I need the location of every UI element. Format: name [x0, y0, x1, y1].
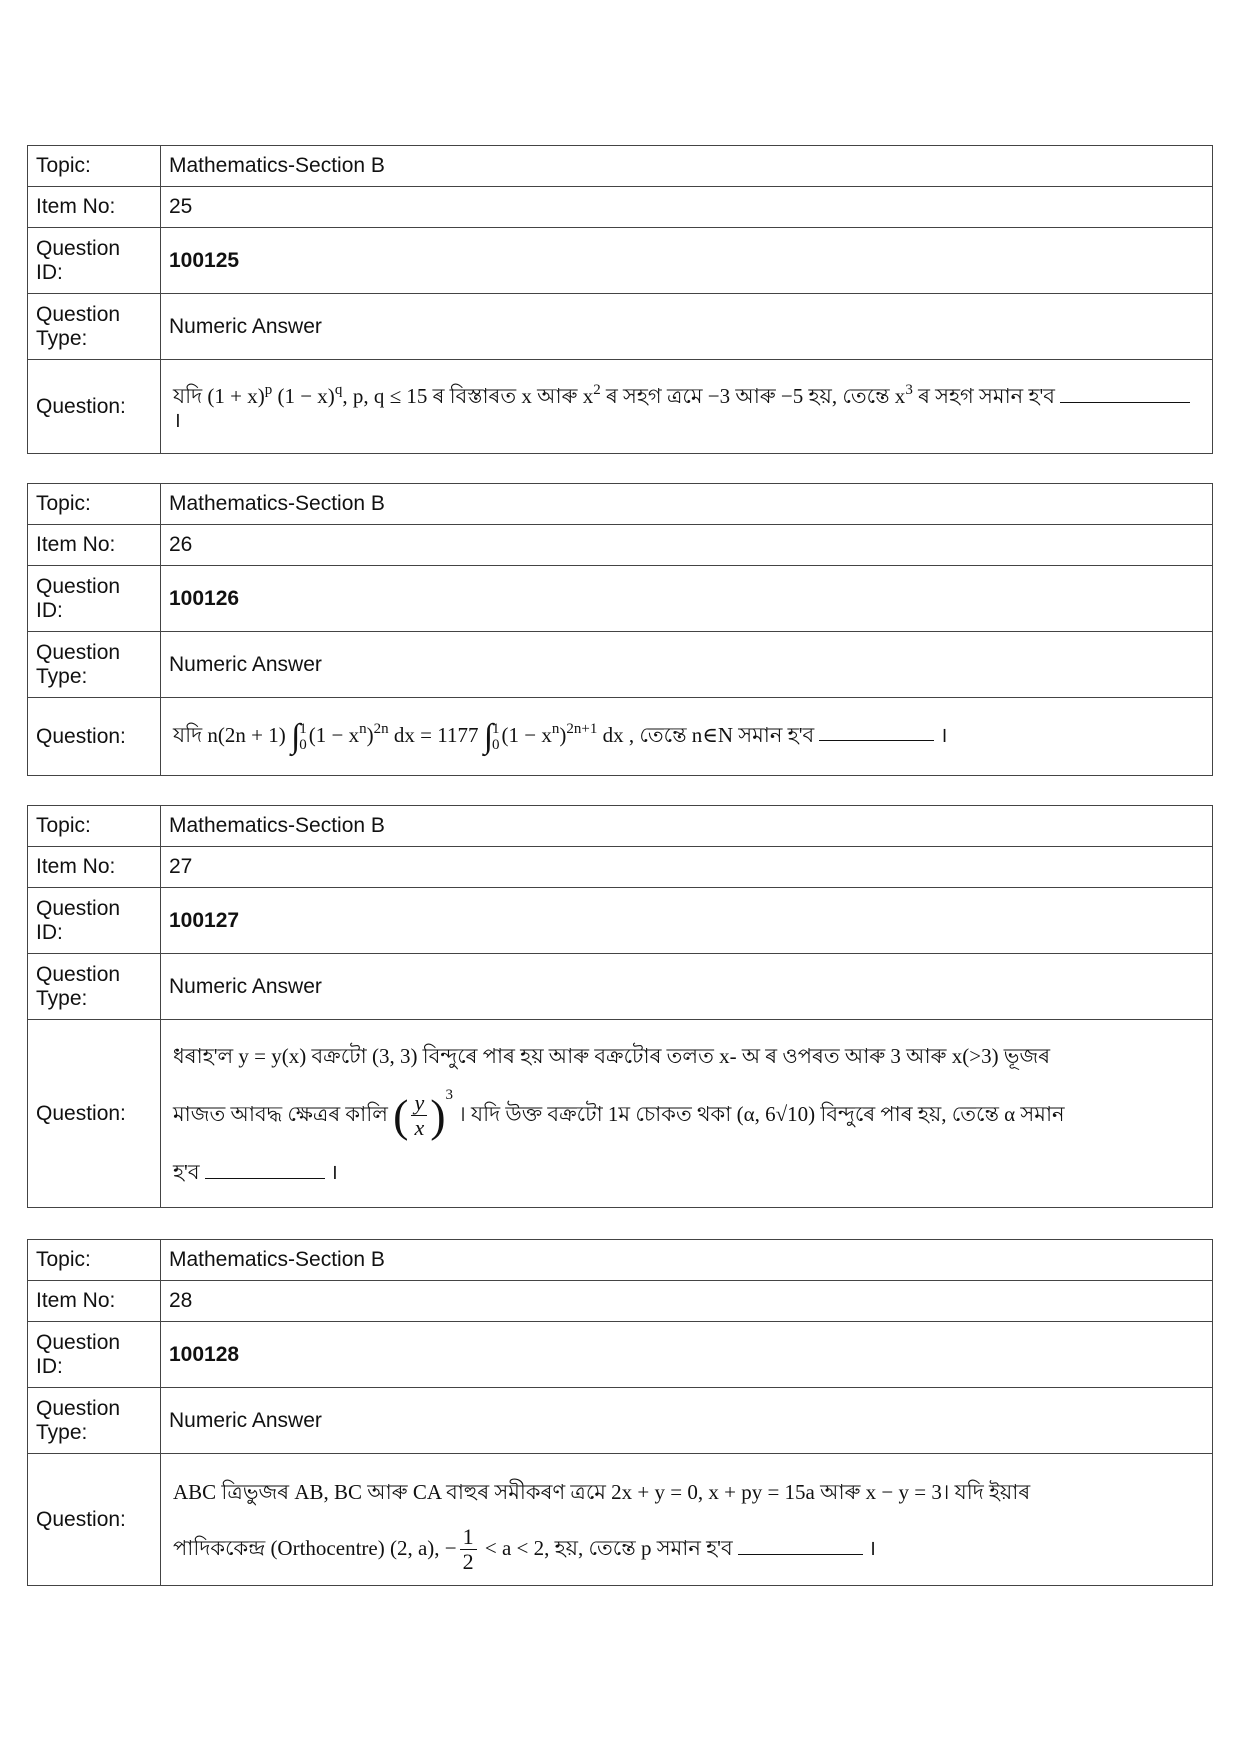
item-no-value: 28: [161, 1281, 1213, 1322]
q-text: (1 − x): [272, 383, 335, 408]
q-sup: q: [334, 381, 343, 398]
topic-label: Topic:: [28, 806, 161, 847]
question-id-value: 100127: [161, 888, 1213, 954]
q-exponent: 3: [445, 1086, 454, 1103]
q-text: ৰ সহগ ত্ৰমে −3 আৰু −5 হয়, তেন্তে x: [600, 383, 906, 408]
q-text: । যদি উক্ত বক্ৰটো 1ম চোকত থকা (α, 6√10) বিন্দুৰে পাৰ হয়, তেন্তে α সমান: [458, 1101, 1065, 1126]
q-text: < a < 2, হয়, তেন্তে p সমান হ'ব: [479, 1535, 733, 1560]
question-text: [161, 1020, 1213, 1208]
item-no-label: Item No:: [28, 847, 161, 888]
question-table-27: [27, 805, 1213, 1208]
question-type-value: Numeric Answer: [161, 294, 1213, 360]
topic-value: Mathematics-Section B: [161, 146, 1213, 187]
fraction-one-half: [460, 1525, 477, 1574]
q-text: পাদিককেন্দ্ৰ (Orthocentre) (2, a), −: [173, 1535, 457, 1560]
question-text: [161, 698, 1213, 776]
answer-blank: [205, 1158, 325, 1179]
q-text: (1 − x: [501, 722, 552, 747]
q-sup: 2n: [373, 720, 389, 737]
q-text: dx , তেন্তে n∈N সমান হ'ব: [597, 722, 815, 747]
topic-label: Topic:: [28, 146, 161, 187]
q-text: হ'ব: [173, 1159, 200, 1184]
item-no-value: 26: [161, 525, 1213, 566]
lower-limit: 0: [299, 736, 307, 753]
q-line-2: [173, 1520, 1200, 1576]
q-text: যদি n(2n + 1): [173, 722, 286, 747]
question-label: Question:: [28, 698, 161, 776]
integral-sign: ∫ 1 0: [483, 717, 500, 755]
q-line-3: [173, 1143, 1200, 1201]
item-no-label: Item No:: [28, 1281, 161, 1322]
question-type-label: Question Type:: [28, 954, 161, 1020]
question-type-value: Numeric Answer: [161, 632, 1213, 698]
item-no-label: Item No:: [28, 525, 161, 566]
fraction-denominator: x: [414, 1115, 425, 1141]
topic-label: Topic:: [28, 1240, 161, 1281]
question-label: Question:: [28, 360, 161, 454]
q-text: , p, q ≤ 15 ৰ বিস্তাৰত x আৰু x: [342, 383, 594, 408]
answer-blank: [738, 1534, 863, 1555]
q-end: ।: [173, 407, 181, 432]
answer-blank: [1060, 382, 1190, 403]
question-id-value: 100125: [161, 228, 1213, 294]
q-text: যদি (1 + x): [173, 383, 265, 408]
question-id-value: 100126: [161, 566, 1213, 632]
integral-sign: ∫ 1 0: [290, 717, 307, 755]
fraction-denominator: 2: [462, 1549, 474, 1575]
question-type-label: Question Type:: [28, 294, 161, 360]
q-line-2: মাজত আবদ্ধ ক্ষেত্ৰৰ কালি ( $\frac{y}{x}$ )$^3$ । যদি উক্ত বক্ৰটো 1ম চোকত থকা (α, 6√10) বিন্দুৰে পাৰ হয়, তেন্তে α সমান: [173, 1086, 1065, 1141]
topic-value: Mathematics-Section B: [161, 806, 1213, 847]
question-type-value: Numeric Answer: [161, 1388, 1213, 1454]
q-end: ।: [868, 1535, 877, 1560]
item-no-value: 27: [161, 847, 1213, 888]
q-text: মাজত আবদ্ধ ক্ষেত্ৰৰ কালি: [173, 1101, 388, 1126]
q-text: (1 − x: [308, 722, 360, 747]
question-label: Question:: [28, 1020, 161, 1208]
question-type-label: Question Type:: [28, 632, 161, 698]
question-type-label: Question Type:: [28, 1388, 161, 1454]
answer-blank: [819, 720, 934, 741]
question-id-label: Question ID:: [28, 1322, 161, 1388]
question-id-label: Question ID:: [28, 566, 161, 632]
fraction-numerator: y: [411, 1091, 427, 1116]
upper-limit: 1: [299, 720, 307, 737]
question-table-26: [27, 483, 1213, 776]
q-sup: n: [359, 720, 367, 737]
question-id-label: Question ID:: [28, 888, 161, 954]
q-sup: 2n+1: [566, 720, 598, 737]
q-sup: 2: [593, 381, 601, 398]
question-text: [161, 1454, 1213, 1586]
upper-limit: 1: [492, 720, 500, 737]
topic-label: Topic:: [28, 484, 161, 525]
fraction-numerator: 1: [460, 1525, 477, 1550]
question-label: Question:: [28, 1454, 161, 1586]
q-text: ): [559, 722, 567, 747]
item-no-label: Item No:: [28, 187, 161, 228]
q-sup: p: [264, 381, 273, 398]
item-no-value: 25: [161, 187, 1213, 228]
q-text: ): [366, 722, 374, 747]
topic-value: Mathematics-Section B: [161, 484, 1213, 525]
q-line-1: ABC ত্ৰিভুজৰ AB, BC আৰু CA বাহুৰ সমীকৰণ ত্ৰমে 2x + y = 0, x + py = 15a আৰু x − y = 3। যদি ইয়াৰ: [173, 1479, 1031, 1504]
topic-value: Mathematics-Section B: [161, 1240, 1213, 1281]
q-sup: 3: [905, 381, 913, 398]
q-sup: n: [551, 720, 560, 737]
question-id-label: Question ID:: [28, 228, 161, 294]
q-text: ৰ সহগ সমান হ'ব: [912, 383, 1055, 408]
question-type-value: Numeric Answer: [161, 954, 1213, 1020]
q-line-1: ধৰাহ'ল y = y(x) বক্ৰটো (3, 3) বিন্দুৰে পাৰ হয় আৰু বক্ৰটোৰ তলত x- অ ৰ ওপৰত আৰু 3 আৰু x(>3) ভূজৰ: [173, 1043, 1051, 1068]
question-table-28: [27, 1239, 1213, 1586]
question-table-25: [27, 145, 1213, 454]
lower-limit: 0: [492, 736, 500, 753]
q-end: ।: [939, 722, 948, 747]
q-text: dx = 1177: [388, 722, 479, 747]
q-end: ।: [330, 1159, 338, 1184]
question-text: [161, 360, 1213, 454]
fraction-y-over-x: [411, 1091, 427, 1140]
question-id-value: 100128: [161, 1322, 1213, 1388]
